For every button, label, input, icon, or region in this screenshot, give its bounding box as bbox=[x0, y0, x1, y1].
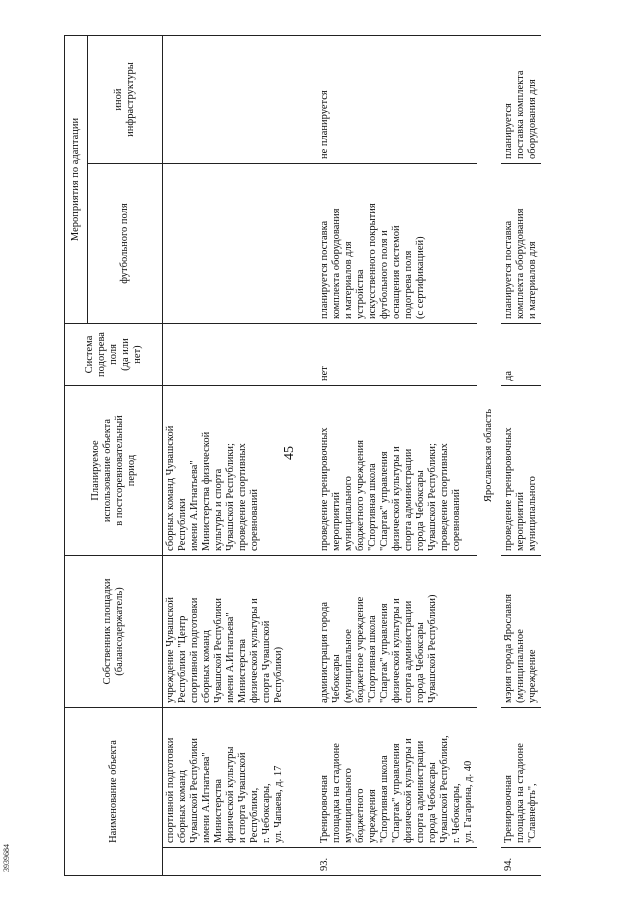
cell-num: 94. bbox=[501, 848, 541, 876]
cell-owner: учреждение Чувашской Республики "Центр спортивной подготовки сборных команд Чувашской Республики имени А.Игнатьева" Министерства физической культуры и спорта Чувашской Республики) bbox=[163, 556, 318, 708]
cell-usage: проведение тренировочных мероприятий муниципального бюджетного учреждения "Спортивная школа "Спартак" управления физической культуры и спорта администрации города Чебоксары Чувашской Республики; проведение спортивных соревнований bbox=[317, 386, 477, 556]
document-code: 3939684 bbox=[2, 844, 11, 872]
cell-heating: нет bbox=[317, 324, 477, 386]
cell-num: 93. bbox=[317, 848, 477, 876]
cell-other-infra: не планируется bbox=[317, 36, 477, 164]
table-row-continued bbox=[163, 36, 318, 876]
cell-owner: мэрия города Ярославля (муниципальное учреждение bbox=[501, 556, 541, 708]
cell-other-infra: планируется поставка комплекта оборудования для bbox=[501, 36, 541, 164]
cell-name: Тренировочная площадка на стадионе "Славнефть", bbox=[501, 708, 541, 848]
cell-owner: администрация города Чебоксары (муниципальное бюджетное учреждение "Спортивная школа "Спартак" управления физической культуры и спорта администрации города Чебоксары Чувашской Республики) bbox=[317, 556, 477, 708]
header-owner: Собственник площадки (балансодержатель) bbox=[65, 556, 163, 708]
page-number: 45 bbox=[282, 446, 297, 460]
region-row bbox=[477, 36, 501, 876]
header-football-field: футбольного поля bbox=[88, 164, 163, 324]
table-row-93 bbox=[317, 36, 477, 876]
table-header bbox=[65, 36, 163, 876]
table-body bbox=[163, 36, 542, 876]
header-name: Наименование объекта bbox=[65, 708, 163, 876]
cell-name: спортивной подготовки сборных команд Чувашской Республики имени А.Игнатьева" Министерства физической культуры и спорта Чувашской Республики, г. Чебоксары, ул. Чапаева, д. 17 bbox=[163, 708, 318, 848]
cell-usage: проведение тренировочных мероприятий муниципального bbox=[501, 386, 541, 556]
cell-usage: сборных команд Чувашской Республики имени А.Игнатьева" Министерства физической культуры и спорта Чувашской Республики; проведение спортивных соревнований bbox=[163, 386, 318, 556]
landscape-table-area bbox=[64, 36, 554, 876]
header-other-infra: иной инфраструктуры bbox=[88, 36, 163, 164]
header-heating: Система подогрева поля (да или нет) bbox=[65, 324, 163, 386]
table-row-94 bbox=[501, 36, 541, 876]
cell-football-field: планируется поставка комплекта оборудования и материалов для устройства искусственного покрытия футбольного поля и оснащения системой подогрева поля (с сертификацией) bbox=[317, 164, 477, 324]
cell-football-field: планируется поставка комплекта оборудования и материалов для bbox=[501, 164, 541, 324]
cell-name: Тренировочная площадка на стадионе муниципального бюджетного учреждения "Спортивная школа "Спартак" управления физической культуры и спорта администрации города Чебоксары Чувашской Республики, г. Чебоксары, ул. Гагарина, д. 40 bbox=[317, 708, 477, 848]
objects-table bbox=[64, 35, 541, 876]
header-usage: Планируемое использование объекта в постсоревновательный период bbox=[65, 386, 163, 556]
cell-heating: да bbox=[501, 324, 541, 386]
header-measures-group: Мероприятия по адаптации bbox=[65, 36, 88, 324]
region-title: Ярославская область bbox=[477, 36, 501, 876]
